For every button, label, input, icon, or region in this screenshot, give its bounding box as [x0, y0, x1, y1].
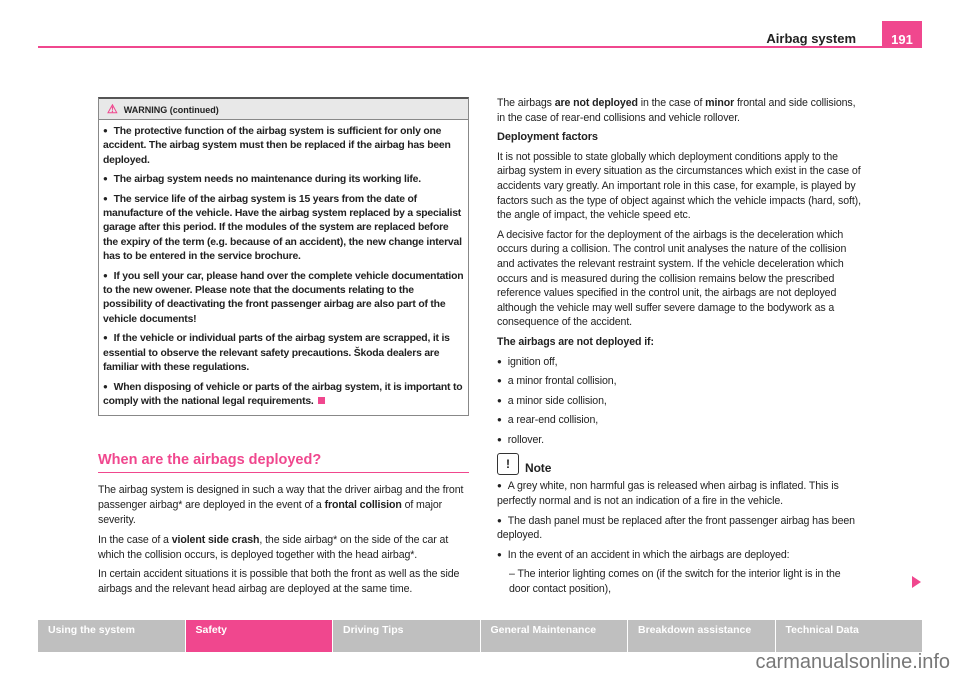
watermark: carmanualsonline.info [755, 651, 950, 673]
list-item: ● a rear-end collision, [497, 413, 861, 428]
section-body [98, 483, 469, 597]
note-heading: ! Note [497, 453, 861, 475]
warning-title: WARNING (continued) [123, 105, 219, 115]
next-page-arrow-icon[interactable] [912, 576, 921, 588]
note-item: ● The dash panel must be replaced after the front passenger airbag has been deployed. [497, 514, 861, 543]
right-column [497, 96, 861, 602]
paragraph: It is not possible to state globally which deployment conditions apply to the airbag system in every situation as the circumstances which exist in the case of accidents vary greatly. An important role in this case, for example, is played by factors such as the type of object against which the vehicle impacts (hard, soft), the angle of impact, the vehicle speed etc. [497, 150, 861, 222]
warning-item: ● The service life of the airbag system is 15 years from the date of manufacture of the vehicle. Have the airbag system replaced by a specialist garage after this period. If the modules of the system are replaced before the expiry of the term (e.g. because of an accident), the new change interval has to be entered in the service brochure. [103, 192, 464, 265]
nav-tab-breakdown-assistance[interactable]: Breakdown assistance [628, 620, 775, 652]
chapter-title: Airbag system [766, 31, 856, 46]
list-item: ● a minor side collision, [497, 394, 861, 409]
warning-item: ● If you sell your car, please hand over the complete vehicle documentation to the new owener. Please note that the documents relating to the possibility of deactivating the front passenger airbag are also part of the vehicle documents! [103, 269, 464, 328]
warning-triangle-icon: ⚠ [107, 102, 118, 116]
paragraph: The airbag system is designed in such a way that the driver airbag and the front passenger airbag* are deployed in the event of a frontal collision of major severity. [98, 484, 464, 526]
paragraph: The airbags are not deployed in the case of minor frontal and side collisions, in the case of rear-end collisions and vehicle rollover. [497, 97, 856, 124]
nav-tab-technical-data[interactable]: Technical Data [776, 620, 923, 652]
section-heading: When are the airbags deployed? [98, 452, 469, 473]
nav-tab-safety[interactable]: Safety [186, 620, 333, 652]
warning-item: ● When disposing of vehicle or parts of the airbag system, it is important to comply with the national legal requirements. [103, 382, 462, 407]
list-item: ● a minor frontal collision, [497, 374, 861, 389]
header-rule [38, 46, 922, 48]
list-item: ● ignition off, [497, 355, 861, 370]
note-icon: ! [497, 453, 519, 475]
paragraph: In the case of a violent side crash, the side airbag* on the side of the car at which the collision occurs, is deployed together with the head airbag*. [98, 533, 449, 561]
note-subitem: – The interior lighting comes on (if the switch for the interior light is in the door contact position), [509, 568, 841, 596]
subheading: The airbags are not deployed if: [497, 335, 654, 348]
list-item: ● rollover. [497, 433, 861, 448]
warning-box [98, 97, 469, 416]
note-item: ● A grey white, non harmful gas is released when airbag is inflated. This is perfectly normal and is not an indication of a fire in the vehicle. [497, 479, 861, 508]
page-number: 191 [882, 21, 922, 48]
warning-item-last [103, 380, 464, 410]
warning-item: ● The protective function of the airbag system is sufficient for only one accident. The airbag system must then be replaced if the airbag has been deployed. [103, 124, 464, 168]
paragraph: A decisive factor for the deployment of the airbags is the deceleration which occurs during a collision. The control unit analyses the nature of the collision and activates the relevant restraint system. If the vehicle deceleration which occurs and is measured during the collision remains below the prescribed reference values specified in the control unit, the airbags are not deployed although the vehicle may well suffer severe damage to the bodywork as a consequence of the accident. [497, 228, 847, 329]
warning-header [99, 99, 468, 120]
nav-tab-general-maintenance[interactable]: General Maintenance [481, 620, 628, 652]
paragraph: In certain accident situations it is possible that both the front as well as the side airbags and the relevant head airbag are deployed at the same time. [98, 568, 460, 596]
note-item: ● In the event of an accident in which the airbags are deployed: [497, 548, 861, 563]
nav-tab-driving-tips[interactable]: Driving Tips [333, 620, 480, 652]
warning-item: ● The airbag system needs no maintenance during its working life. [103, 172, 464, 187]
warning-item: ● If the vehicle or individual parts of the airbag system are scrapped, it is essential to observe the relevant safety precautions. Škoda dealers are familiar with these regulations. [103, 331, 464, 375]
end-marker-icon [318, 397, 325, 404]
left-column [98, 97, 469, 602]
subheading: Deployment factors [497, 131, 598, 144]
nav-tab-using-the-system[interactable]: Using the system [38, 620, 185, 652]
chapter-nav [38, 620, 922, 652]
